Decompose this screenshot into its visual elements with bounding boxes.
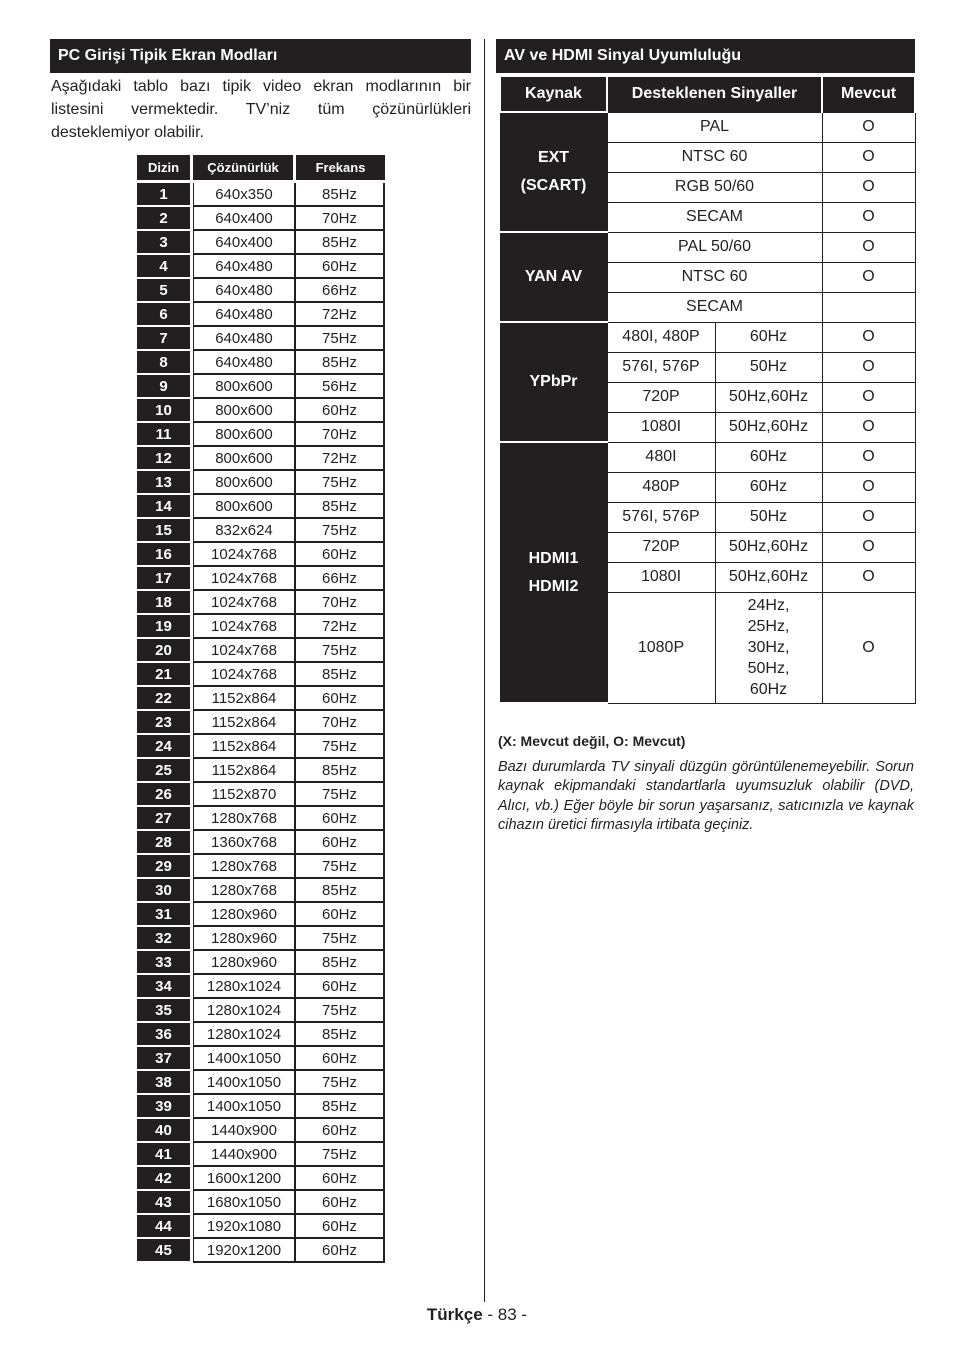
table-row [137, 1095, 385, 1119]
mode-resolution: 800x600 [193, 471, 296, 495]
available-cell: O [822, 262, 915, 292]
mode-frequency: 60Hz [296, 903, 385, 927]
mode-resolution: 1024x768 [193, 591, 296, 615]
pc-modes-title: PC Girişi Tipik Ekran Modları [50, 39, 471, 73]
signal-cell: 480I [607, 442, 715, 472]
mode-index: 15 [137, 519, 193, 543]
av-hdmi-table-body [500, 112, 915, 703]
table-row [137, 855, 385, 879]
signal-cell: PAL 50/60 [607, 232, 822, 262]
footer-language: Türkçe [426, 1305, 483, 1324]
available-cell: O [822, 322, 915, 352]
mode-resolution: 1152x864 [193, 735, 296, 759]
mode-index: 4 [137, 255, 193, 279]
mode-resolution: 1280x768 [193, 855, 296, 879]
mode-resolution: 1152x864 [193, 759, 296, 783]
mode-resolution: 800x600 [193, 423, 296, 447]
mode-resolution: 1280x1024 [193, 999, 296, 1023]
table-row [137, 399, 385, 423]
table-row [137, 1239, 385, 1263]
available-cell: O [822, 532, 915, 562]
table-row [137, 231, 385, 255]
mode-resolution: 1024x768 [193, 543, 296, 567]
mode-frequency: 60Hz [296, 255, 385, 279]
mode-frequency: 85Hz [296, 951, 385, 975]
mode-frequency: 75Hz [296, 999, 385, 1023]
mode-index: 41 [137, 1143, 193, 1167]
signal-cell: 576I, 576P [607, 502, 715, 532]
frequency-cell: 60Hz [715, 322, 822, 352]
source-cell [500, 232, 607, 322]
table-row [137, 495, 385, 519]
mode-resolution: 640x350 [193, 183, 296, 207]
signal-cell: 576I, 576P [607, 352, 715, 382]
table-row [137, 1119, 385, 1143]
mode-index: 45 [137, 1239, 193, 1263]
mode-frequency: 75Hz [296, 735, 385, 759]
pc-modes-table [137, 155, 385, 1263]
table-row [500, 442, 915, 472]
mode-resolution: 1600x1200 [193, 1167, 296, 1191]
available-cell: O [822, 442, 915, 472]
mode-index: 30 [137, 879, 193, 903]
available-cell: O [822, 472, 915, 502]
signal-cell: NTSC 60 [607, 142, 822, 172]
mode-resolution: 1400x1050 [193, 1071, 296, 1095]
mode-index: 29 [137, 855, 193, 879]
mode-resolution: 1280x960 [193, 927, 296, 951]
frequency-cell: 60Hz [715, 442, 822, 472]
mode-frequency: 75Hz [296, 519, 385, 543]
signal-cell: 720P [607, 382, 715, 412]
mode-resolution: 1024x768 [193, 567, 296, 591]
mode-frequency: 85Hz [296, 183, 385, 207]
mode-index: 26 [137, 783, 193, 807]
mode-resolution: 1440x900 [193, 1143, 296, 1167]
table-row [137, 1215, 385, 1239]
mode-resolution: 1680x1050 [193, 1191, 296, 1215]
table-row [137, 999, 385, 1023]
mode-index: 28 [137, 831, 193, 855]
column-divider [484, 39, 485, 1302]
table-row [137, 519, 385, 543]
frequency-cell: 50Hz,60Hz [715, 562, 822, 592]
mode-resolution: 640x480 [193, 327, 296, 351]
mode-index: 43 [137, 1191, 193, 1215]
source-label: HDMI2 [528, 577, 579, 595]
mode-resolution: 1024x768 [193, 663, 296, 687]
table-row [137, 447, 385, 471]
mode-resolution: 800x600 [193, 375, 296, 399]
available-cell: O [822, 232, 915, 262]
mode-index: 14 [137, 495, 193, 519]
mode-frequency: 60Hz [296, 1191, 385, 1215]
source-label: HDMI1 [528, 549, 579, 567]
mode-index: 39 [137, 1095, 193, 1119]
mode-frequency: 70Hz [296, 423, 385, 447]
column-header-source: Kaynak [500, 77, 607, 112]
mode-frequency: 75Hz [296, 927, 385, 951]
mode-resolution: 1024x768 [193, 615, 296, 639]
mode-frequency: 60Hz [296, 1167, 385, 1191]
table-row [137, 687, 385, 711]
mode-frequency: 75Hz [296, 1071, 385, 1095]
mode-frequency: 85Hz [296, 351, 385, 375]
table-row [137, 375, 385, 399]
mode-index: 12 [137, 447, 193, 471]
compatibility-note: Bazı durumlarda TV sinyali düzgün görüntülenemeyebilir. Sorun kaynak ekipmandaki standartlarla uyumsuzluk olabilir (DVD, Alıcı, vb.) Eğer böyle bir sorun yaşarsanız, satıcınızla ve kaynak cihazın üretici firmasıyla irtibata geçiniz. [498, 759, 914, 833]
mode-frequency: 85Hz [296, 1023, 385, 1047]
mode-resolution: 1152x870 [193, 783, 296, 807]
mode-frequency: 72Hz [296, 303, 385, 327]
mode-index: 25 [137, 759, 193, 783]
mode-index: 37 [137, 1047, 193, 1071]
av-header-row [500, 77, 915, 112]
mode-resolution: 1400x1050 [193, 1047, 296, 1071]
table-row [137, 1071, 385, 1095]
mode-index: 17 [137, 567, 193, 591]
mode-frequency: 85Hz [296, 879, 385, 903]
mode-frequency: 75Hz [296, 639, 385, 663]
frequency-cell: 50Hz,60Hz [715, 382, 822, 412]
available-cell: O [822, 112, 915, 142]
available-cell: O [822, 142, 915, 172]
table-row [137, 255, 385, 279]
table-row [137, 951, 385, 975]
mode-resolution: 1024x768 [193, 639, 296, 663]
mode-frequency: 85Hz [296, 231, 385, 255]
av-hdmi-table [499, 77, 916, 704]
column-header-available: Mevcut [822, 77, 915, 112]
table-row [137, 1167, 385, 1191]
mode-index: 7 [137, 327, 193, 351]
mode-resolution: 800x600 [193, 447, 296, 471]
mode-frequency: 75Hz [296, 327, 385, 351]
mode-resolution: 1440x900 [193, 1119, 296, 1143]
frequency-cell: 50Hz,60Hz [715, 412, 822, 442]
column-header-frequency: Frekans [296, 155, 385, 183]
mode-frequency: 66Hz [296, 567, 385, 591]
table-row [137, 663, 385, 687]
available-cell: O [822, 352, 915, 382]
source-cell [500, 442, 607, 703]
mode-resolution: 1360x768 [193, 831, 296, 855]
column-header-index: Dizin [137, 155, 193, 183]
signal-cell: 1080I [607, 412, 715, 442]
mode-resolution: 1280x1024 [193, 975, 296, 999]
mode-index: 13 [137, 471, 193, 495]
mode-resolution: 1400x1050 [193, 1095, 296, 1119]
table-row [137, 879, 385, 903]
av-hdmi-title: AV ve HDMI Sinyal Uyumluluğu [496, 39, 915, 73]
page-footer [0, 1305, 954, 1325]
frequency-cell: 50Hz [715, 502, 822, 532]
table-row [137, 1143, 385, 1167]
frequency-cell: 50Hz,60Hz [715, 532, 822, 562]
mode-frequency: 60Hz [296, 543, 385, 567]
mode-index: 33 [137, 951, 193, 975]
mode-frequency: 75Hz [296, 783, 385, 807]
signal-cell: 480P [607, 472, 715, 502]
mode-frequency: 70Hz [296, 591, 385, 615]
source-label: (SCART) [520, 177, 587, 194]
table-row [137, 351, 385, 375]
mode-resolution: 1920x1080 [193, 1215, 296, 1239]
table-row [137, 327, 385, 351]
mode-resolution: 640x400 [193, 231, 296, 255]
mode-resolution: 1280x768 [193, 879, 296, 903]
pc-modes-table-body [137, 183, 385, 1263]
mode-index: 2 [137, 207, 193, 231]
mode-index: 22 [137, 687, 193, 711]
mode-resolution: 1920x1200 [193, 1239, 296, 1263]
signal-cell: SECAM [607, 202, 822, 232]
mode-frequency: 56Hz [296, 375, 385, 399]
table-row [137, 183, 385, 207]
mode-frequency: 60Hz [296, 399, 385, 423]
table-row [137, 591, 385, 615]
mode-resolution: 640x480 [193, 351, 296, 375]
signal-cell: SECAM [607, 292, 822, 322]
mode-index: 19 [137, 615, 193, 639]
mode-frequency: 60Hz [296, 975, 385, 999]
table-row [137, 783, 385, 807]
mode-resolution: 1152x864 [193, 711, 296, 735]
source-cell [500, 322, 607, 442]
mode-resolution: 1280x960 [193, 903, 296, 927]
frequency-value: 24Hz, [747, 597, 790, 614]
mode-index: 1 [137, 183, 193, 207]
table-row [137, 1047, 385, 1071]
mode-resolution: 1280x1024 [193, 1023, 296, 1047]
mode-frequency: 60Hz [296, 1119, 385, 1143]
table-row [500, 322, 915, 352]
mode-frequency: 85Hz [296, 495, 385, 519]
table-row [137, 279, 385, 303]
mode-index: 11 [137, 423, 193, 447]
pc-modes-header-row [137, 155, 385, 183]
table-row [137, 471, 385, 495]
mode-index: 20 [137, 639, 193, 663]
mode-index: 5 [137, 279, 193, 303]
mode-index: 24 [137, 735, 193, 759]
mode-frequency: 60Hz [296, 807, 385, 831]
table-row [137, 615, 385, 639]
table-row [137, 639, 385, 663]
column-header-signals: Desteklenen Sinyaller [607, 77, 822, 112]
mode-index: 27 [137, 807, 193, 831]
mode-resolution: 640x400 [193, 207, 296, 231]
mode-resolution: 1280x960 [193, 951, 296, 975]
source-cell [500, 112, 607, 232]
table-row [137, 735, 385, 759]
table-row [137, 1023, 385, 1047]
mode-index: 8 [137, 351, 193, 375]
signal-cell: 1080I [607, 562, 715, 592]
table-row [137, 303, 385, 327]
mode-index: 3 [137, 231, 193, 255]
mode-index: 40 [137, 1119, 193, 1143]
source-label: YPbPr [529, 373, 578, 390]
mode-resolution: 800x600 [193, 399, 296, 423]
table-row [137, 207, 385, 231]
mode-index: 35 [137, 999, 193, 1023]
mode-frequency: 60Hz [296, 1239, 385, 1263]
table-row [137, 975, 385, 999]
mode-frequency: 72Hz [296, 447, 385, 471]
available-cell: O [822, 172, 915, 202]
mode-resolution: 640x480 [193, 279, 296, 303]
mode-frequency: 85Hz [296, 1095, 385, 1119]
mode-frequency: 70Hz [296, 711, 385, 735]
available-cell: O [822, 412, 915, 442]
mode-index: 36 [137, 1023, 193, 1047]
mode-frequency: 75Hz [296, 1143, 385, 1167]
mode-index: 16 [137, 543, 193, 567]
mode-frequency: 85Hz [296, 663, 385, 687]
table-row [137, 903, 385, 927]
signal-cell: PAL [607, 112, 822, 142]
mode-resolution: 832x624 [193, 519, 296, 543]
mode-index: 31 [137, 903, 193, 927]
table-row [137, 543, 385, 567]
available-cell: O [822, 202, 915, 232]
mode-index: 23 [137, 711, 193, 735]
mode-resolution: 1152x864 [193, 687, 296, 711]
page-number: - 83 - [487, 1305, 528, 1324]
mode-resolution: 640x480 [193, 303, 296, 327]
mode-index: 18 [137, 591, 193, 615]
frequency-cell: 50Hz [715, 352, 822, 382]
frequency-value: 30Hz, [747, 639, 790, 656]
frequency-value: 60Hz [749, 681, 788, 698]
table-row [137, 711, 385, 735]
mode-index: 21 [137, 663, 193, 687]
available-cell: O [822, 502, 915, 532]
mode-frequency: 66Hz [296, 279, 385, 303]
mode-index: 6 [137, 303, 193, 327]
mode-frequency: 60Hz [296, 1215, 385, 1239]
available-cell: O [822, 562, 915, 592]
table-row [500, 112, 915, 142]
mode-frequency: 85Hz [296, 759, 385, 783]
signal-cell: NTSC 60 [607, 262, 822, 292]
mode-index: 10 [137, 399, 193, 423]
mode-index: 44 [137, 1215, 193, 1239]
table-row [137, 927, 385, 951]
mode-resolution: 640x480 [193, 255, 296, 279]
table-row [137, 831, 385, 855]
column-header-resolution: Çözünürlük [193, 155, 296, 183]
signal-cell: RGB 50/60 [607, 172, 822, 202]
table-row [137, 423, 385, 447]
mode-index: 42 [137, 1167, 193, 1191]
mode-resolution: 800x600 [193, 495, 296, 519]
pc-modes-intro: Aşağıdaki tablo bazı tipik video ekran modlarının bir listesini vermektedir. TV’niz tüm çözünürlükleri desteklemiyor olabilir. [51, 78, 471, 141]
available-cell: O [822, 382, 915, 412]
frequency-cell [715, 592, 822, 703]
mode-frequency: 60Hz [296, 831, 385, 855]
mode-index: 9 [137, 375, 193, 399]
source-label: EXT [537, 149, 570, 166]
mode-index: 32 [137, 927, 193, 951]
mode-frequency: 60Hz [296, 1047, 385, 1071]
mode-resolution: 1280x768 [193, 807, 296, 831]
mode-frequency: 60Hz [296, 687, 385, 711]
frequency-value: 25Hz, [747, 618, 790, 635]
mode-frequency: 75Hz [296, 855, 385, 879]
table-row [137, 807, 385, 831]
signal-cell: 720P [607, 532, 715, 562]
frequency-value: 50Hz, [747, 660, 790, 677]
available-cell [822, 292, 915, 322]
mode-frequency: 75Hz [296, 471, 385, 495]
source-label: YAN AV [524, 268, 583, 285]
frequency-cell: 60Hz [715, 472, 822, 502]
available-cell: O [822, 592, 915, 703]
mode-index: 34 [137, 975, 193, 999]
mode-frequency: 70Hz [296, 207, 385, 231]
availability-legend: (X: Mevcut değil, O: Mevcut) [498, 733, 686, 749]
table-row [137, 759, 385, 783]
table-row [500, 232, 915, 262]
mode-frequency: 72Hz [296, 615, 385, 639]
signal-cell: 1080P [607, 592, 715, 703]
signal-cell: 480I, 480P [607, 322, 715, 352]
table-row [137, 1191, 385, 1215]
table-row [137, 567, 385, 591]
mode-index: 38 [137, 1071, 193, 1095]
